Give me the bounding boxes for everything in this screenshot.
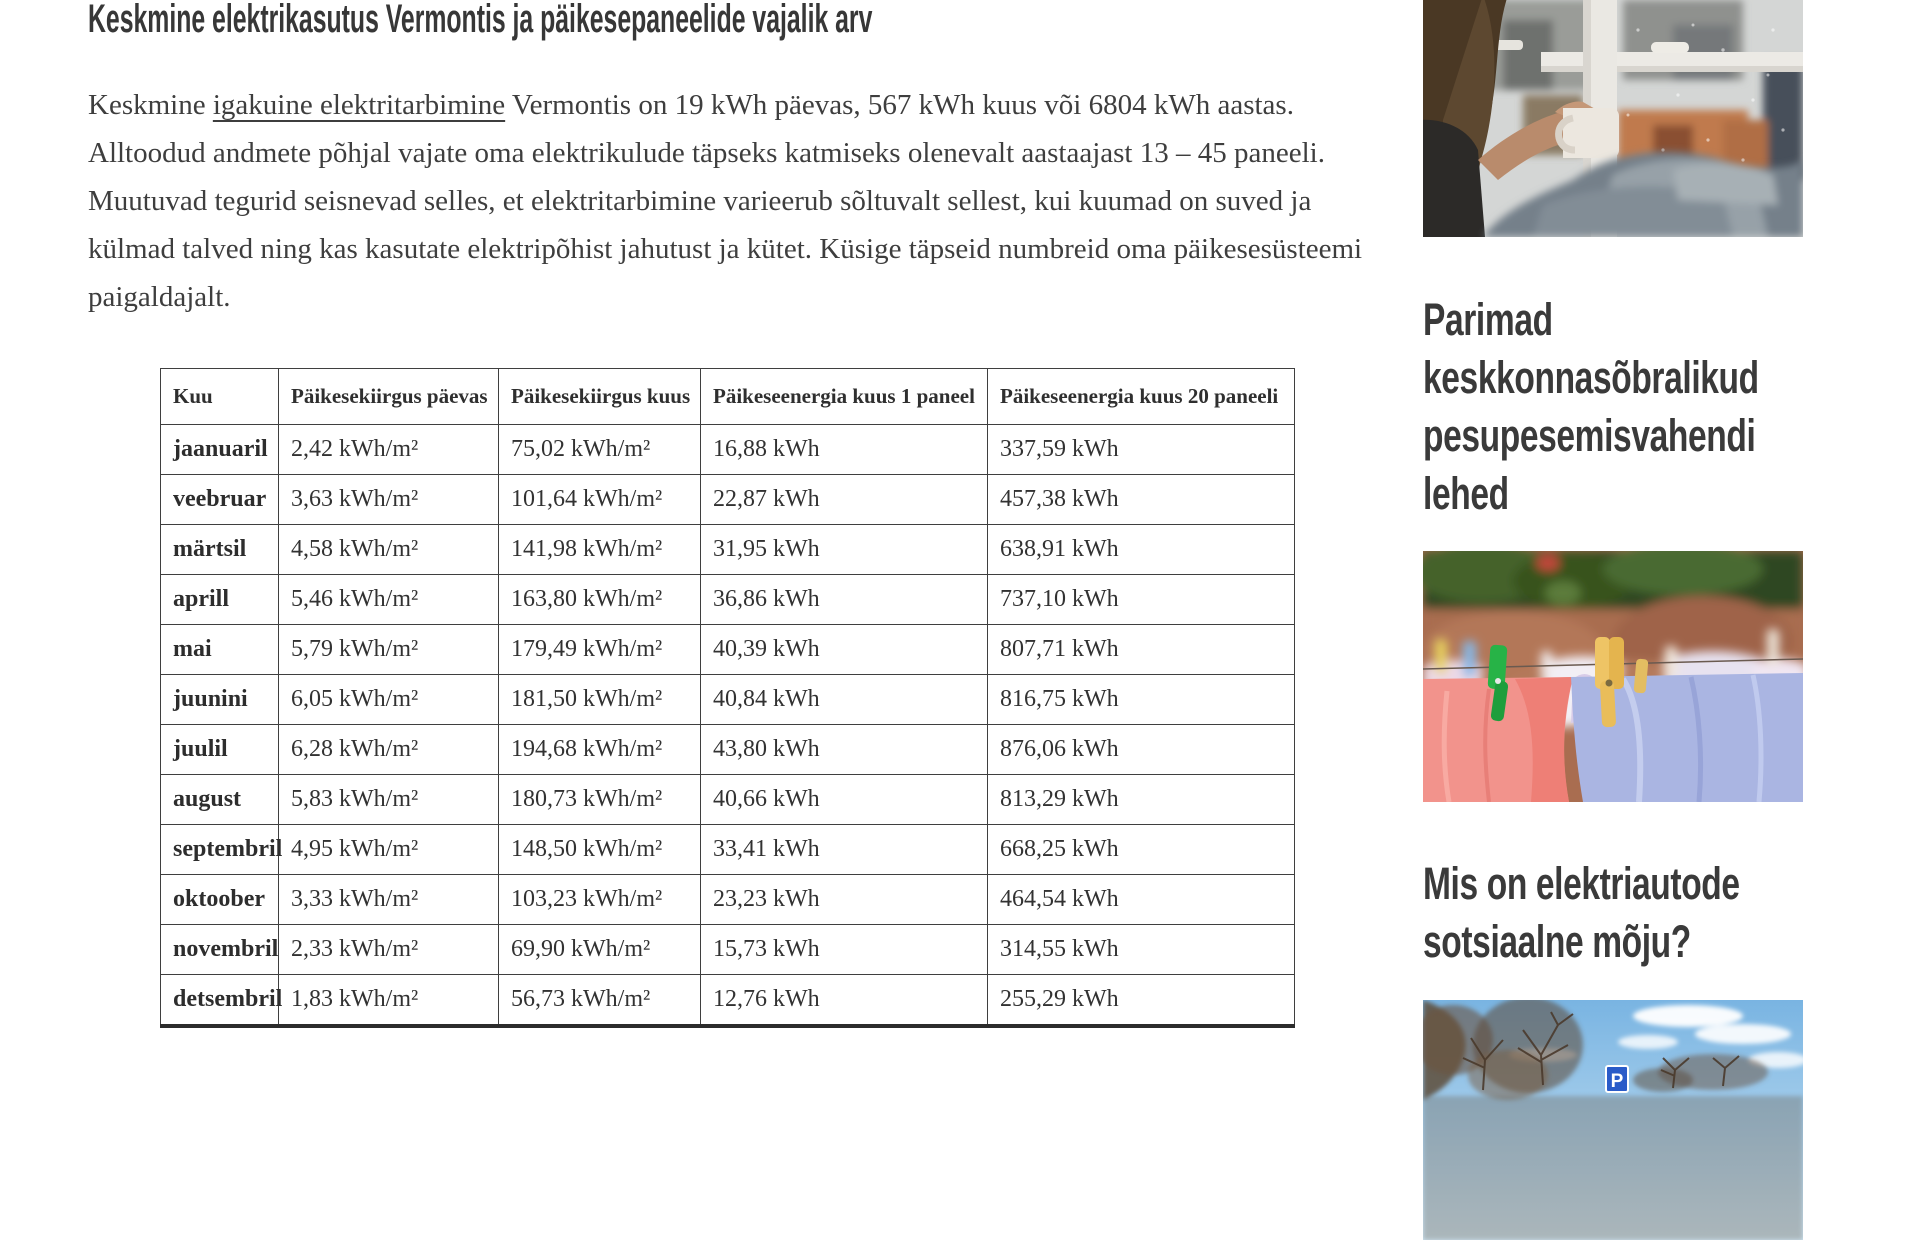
table-cell: 22,87 kWh bbox=[701, 475, 988, 525]
table-cell: 75,02 kWh/m² bbox=[499, 425, 701, 475]
table-cell-month: mai bbox=[161, 625, 279, 675]
table-cell: 1,83 kWh/m² bbox=[279, 975, 499, 1027]
monthly-consumption-link[interactable]: igakuine elektritarbimine bbox=[212, 89, 506, 121]
table-cell: 5,46 kWh/m² bbox=[279, 575, 499, 625]
header-cell-month: Kuu bbox=[161, 369, 279, 425]
intro-paragraph bbox=[88, 81, 1373, 321]
table-cell-month: septembril bbox=[161, 825, 279, 875]
table-cell: 5,83 kWh/m² bbox=[279, 775, 499, 825]
table-cell: 101,64 kWh/m² bbox=[499, 475, 701, 525]
table-cell: 69,90 kWh/m² bbox=[499, 925, 701, 975]
table-row bbox=[161, 825, 1295, 875]
table-cell: 4,58 kWh/m² bbox=[279, 525, 499, 575]
table-row bbox=[161, 475, 1295, 525]
table-row bbox=[161, 875, 1295, 925]
svg-text:P: P bbox=[1610, 1071, 1624, 1092]
table-cell-month: novembril bbox=[161, 925, 279, 975]
table-cell-month: juulil bbox=[161, 725, 279, 775]
table-row bbox=[161, 975, 1295, 1027]
table-row bbox=[161, 925, 1295, 975]
header-cell-energy-1-panel: Päikeseenergia kuus 1 paneel bbox=[701, 369, 988, 425]
table-cell-month: märtsil bbox=[161, 525, 279, 575]
table-cell: 6,28 kWh/m² bbox=[279, 725, 499, 775]
sidebar-post-thumbnail-window-image[interactable] bbox=[1423, 0, 1803, 237]
table-cell: 314,55 kWh bbox=[988, 925, 1295, 975]
table-cell: 5,79 kWh/m² bbox=[279, 625, 499, 675]
table-cell: 40,66 kWh bbox=[701, 775, 988, 825]
table-cell: 813,29 kWh bbox=[988, 775, 1295, 825]
table-row bbox=[161, 625, 1295, 675]
table-cell: 807,71 kWh bbox=[988, 625, 1295, 675]
table-cell: 6,05 kWh/m² bbox=[279, 675, 499, 725]
table-cell: 36,86 kWh bbox=[701, 575, 988, 625]
intro-text-after-link: Vermontis on 19 kWh päevas, 567 kWh kuus või 6804 kWh aastas. Alltoodud andmete põhjal vajate oma elektrikulude täpseks katmiseks olenevalt aastaajast 13 – 45 paneeli. Muutuvad tegurid seisnevad selles, et elektritarbimine varieerub sõltuvalt sellest, kui kuumad on suved ja külmad talved ning kas kasutate elektripõhist jahutust ja kütet. Küsige täpseid numbreid oma päikesesüsteemi paigaldajalt. bbox=[88, 89, 1363, 313]
table-cell-month: oktoober bbox=[161, 875, 279, 925]
intro-text-before-link: Keskmine bbox=[88, 89, 213, 121]
table-cell: 2,42 kWh/m² bbox=[279, 425, 499, 475]
table-cell: 181,50 kWh/m² bbox=[499, 675, 701, 725]
sidebar-related-posts bbox=[1423, 0, 1803, 1092]
table-row bbox=[161, 775, 1295, 825]
table-cell: 141,98 kWh/m² bbox=[499, 525, 701, 575]
table-cell: 16,88 kWh bbox=[701, 425, 988, 475]
table-cell: 3,33 kWh/m² bbox=[279, 875, 499, 925]
table-cell: 337,59 kWh bbox=[988, 425, 1295, 475]
table-row bbox=[161, 675, 1295, 725]
table-row bbox=[161, 725, 1295, 775]
table-header-row bbox=[161, 369, 1295, 425]
table-cell: 179,49 kWh/m² bbox=[499, 625, 701, 675]
table-cell: 40,84 kWh bbox=[701, 675, 988, 725]
table-cell: 12,76 kWh bbox=[701, 975, 988, 1027]
sidebar-post-thumbnail-trees-image[interactable] bbox=[1423, 1000, 1803, 1240]
header-cell-irradiance-month: Päikesekiirgus kuus bbox=[499, 369, 701, 425]
table-cell: 23,23 kWh bbox=[701, 875, 988, 925]
table-cell: 194,68 kWh/m² bbox=[499, 725, 701, 775]
table-cell: 148,50 kWh/m² bbox=[499, 825, 701, 875]
header-cell-energy-20-panels: Päikeseenergia kuus 20 paneeli bbox=[988, 369, 1295, 425]
table-cell: 737,10 kWh bbox=[988, 575, 1295, 625]
header-cell-irradiance-day: Päikesekiirgus päevas bbox=[279, 369, 499, 425]
table-cell: 876,06 kWh bbox=[988, 725, 1295, 775]
table-row bbox=[161, 575, 1295, 625]
table-row bbox=[161, 425, 1295, 475]
page-title: Keskmine elektrikasutus Vermontis ja päikesepaneelide vajalik arv bbox=[88, 0, 873, 41]
table-cell: 33,41 kWh bbox=[701, 825, 988, 875]
table-cell: 255,29 kWh bbox=[988, 975, 1295, 1027]
table-cell-month: aprill bbox=[161, 575, 279, 625]
sidebar-post-title-washing-sheets[interactable]: Parimad keskkonnasõbralikud pesupesemisvahendi lehed bbox=[1423, 294, 1759, 519]
table-cell-month: jaanuaril bbox=[161, 425, 279, 475]
table-cell: 457,38 kWh bbox=[988, 475, 1295, 525]
table-cell-month: juunini bbox=[161, 675, 279, 725]
table-cell: 816,75 kWh bbox=[988, 675, 1295, 725]
table-cell: 31,95 kWh bbox=[701, 525, 988, 575]
table-cell-month: august bbox=[161, 775, 279, 825]
table-cell: 56,73 kWh/m² bbox=[499, 975, 701, 1027]
table-cell: 2,33 kWh/m² bbox=[279, 925, 499, 975]
table-cell: 4,95 kWh/m² bbox=[279, 825, 499, 875]
table-cell: 103,23 kWh/m² bbox=[499, 875, 701, 925]
sidebar-post-title-ev-social-impact[interactable]: Mis on elektriautode sotsiaalne mõju? bbox=[1423, 858, 1740, 967]
table-cell-month: detsembril bbox=[161, 975, 279, 1027]
table-row bbox=[161, 525, 1295, 575]
table-cell: 638,91 kWh bbox=[988, 525, 1295, 575]
table-cell: 40,39 kWh bbox=[701, 625, 988, 675]
table-cell: 3,63 kWh/m² bbox=[279, 475, 499, 525]
solar-data-table bbox=[160, 368, 1295, 1028]
table-cell: 43,80 kWh bbox=[701, 725, 988, 775]
table-cell: 464,54 kWh bbox=[988, 875, 1295, 925]
table-cell: 668,25 kWh bbox=[988, 825, 1295, 875]
table-cell: 15,73 kWh bbox=[701, 925, 988, 975]
sidebar-post-thumbnail-clothesline-image[interactable] bbox=[1423, 551, 1803, 802]
table-cell: 163,80 kWh/m² bbox=[499, 575, 701, 625]
table-cell-month: veebruar bbox=[161, 475, 279, 525]
table-cell: 180,73 kWh/m² bbox=[499, 775, 701, 825]
article-content bbox=[88, 0, 1388, 1080]
